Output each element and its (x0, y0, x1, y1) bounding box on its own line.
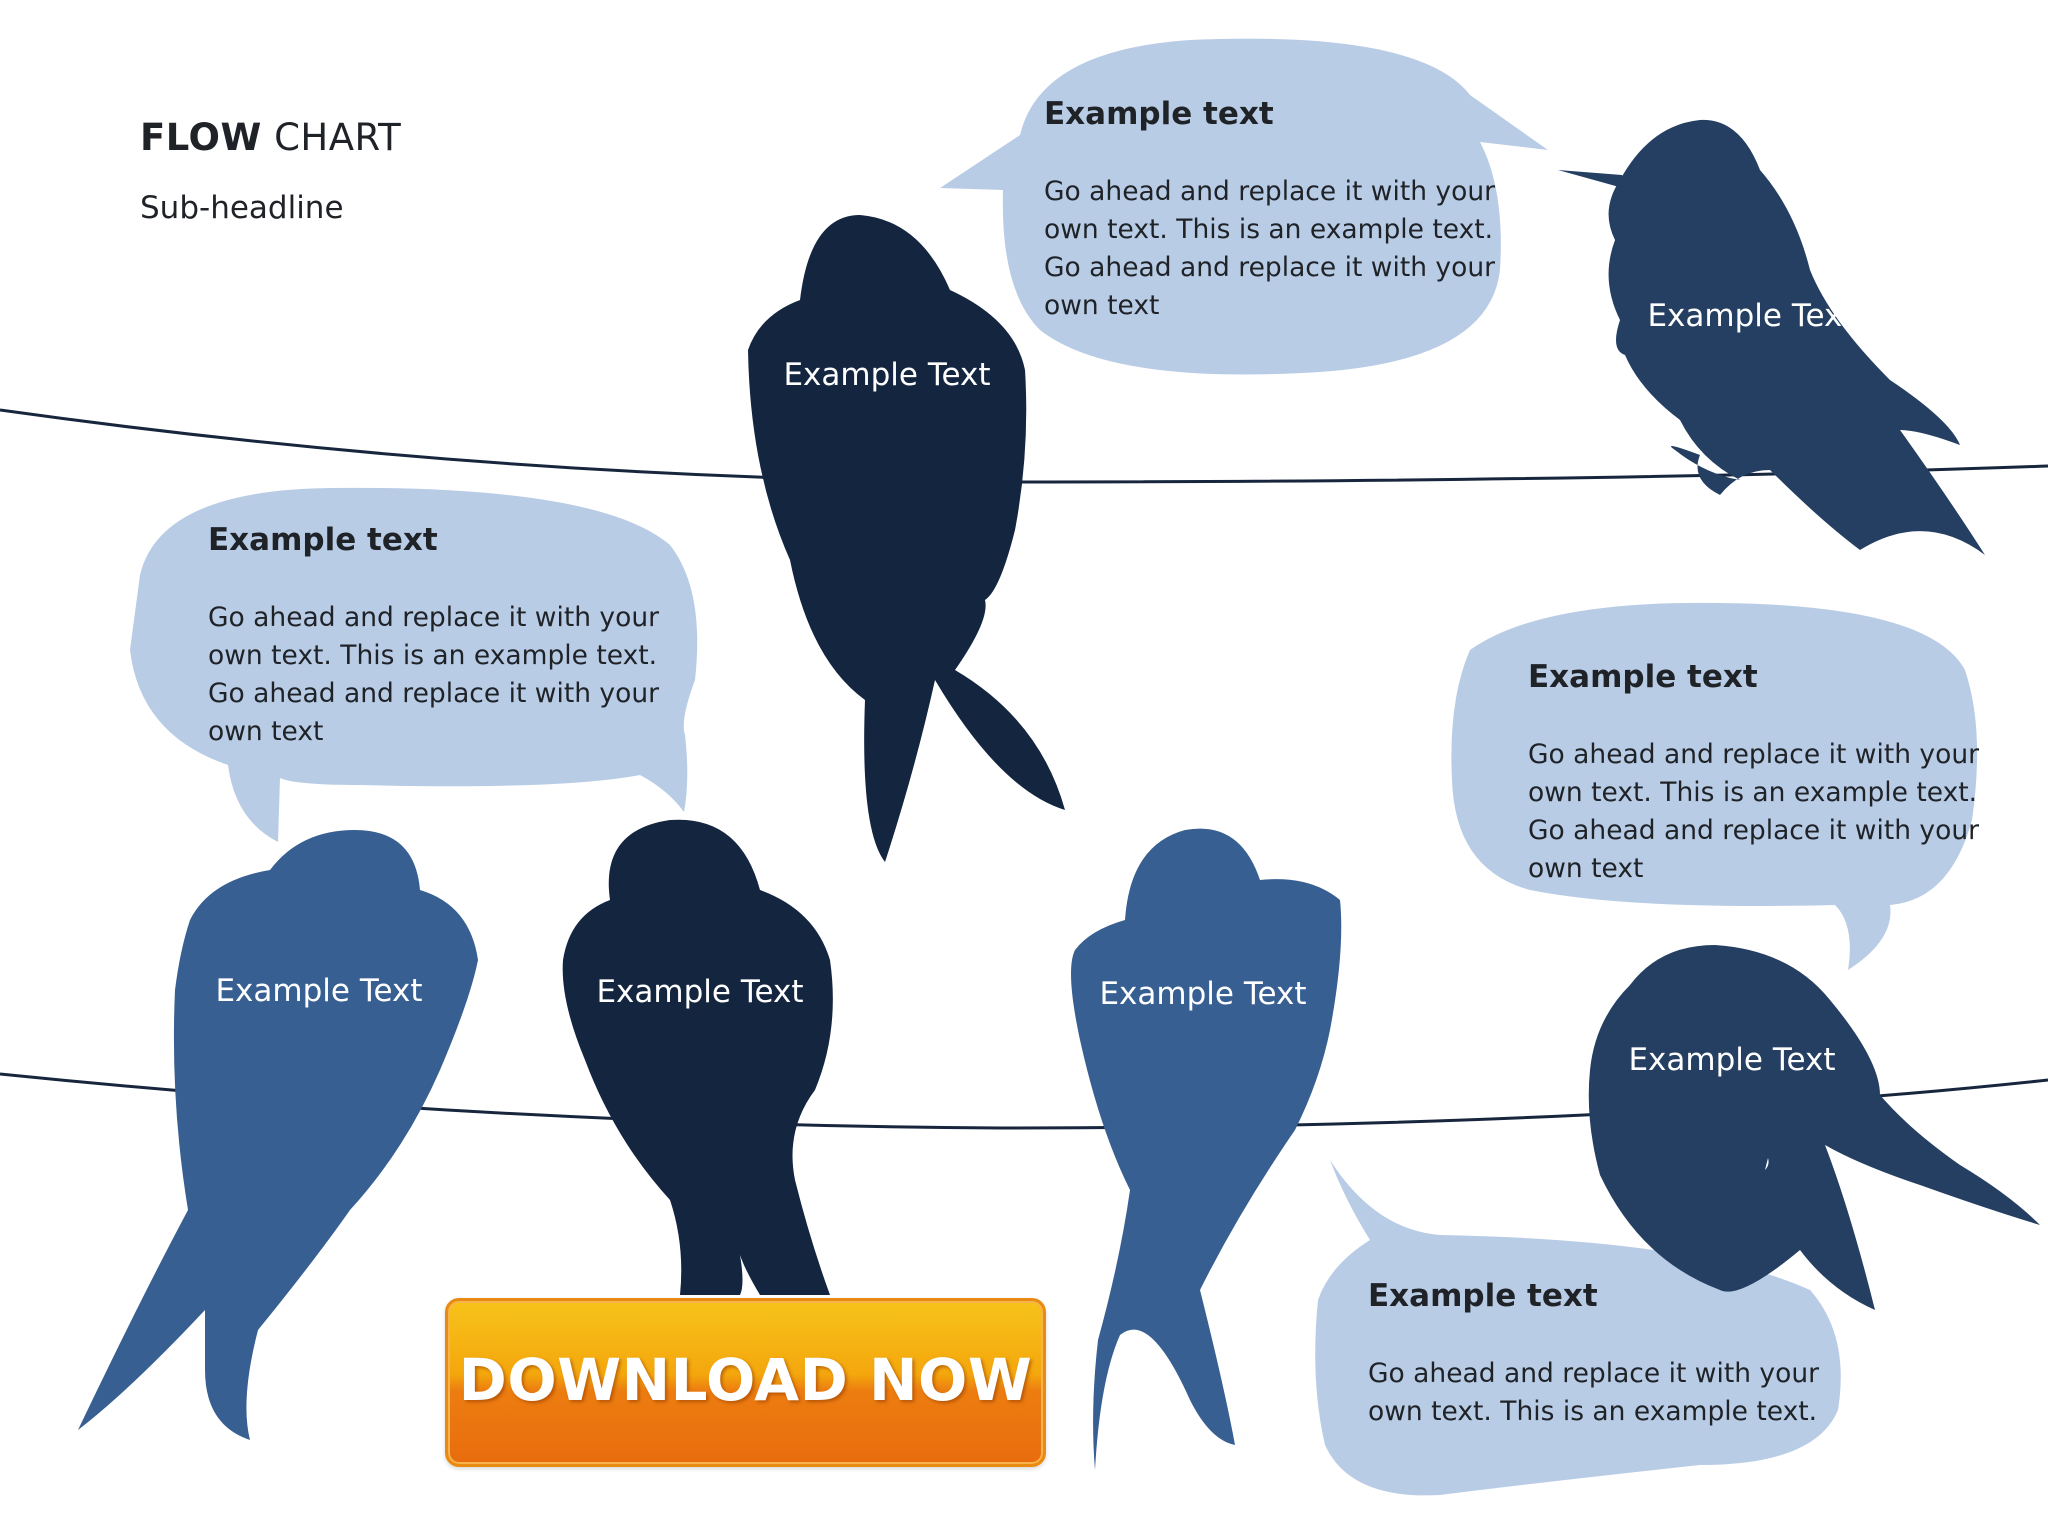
bird-label-bottom-center-left: Example Text (596, 974, 804, 1010)
bird-silhouette-bottom-center-left (563, 820, 833, 1295)
bubble-bottom-body: Go ahead and replace it with your own text. This is an example text. (1368, 1358, 1820, 1427)
bubble-top-body: Go ahead and replace it with your own text. This is an example text. Go ahead and replace it with your own text (1044, 176, 1496, 321)
bird-silhouette-center-top (748, 215, 1065, 862)
download-now-label: DOWNLOAD NOW (458, 1346, 1033, 1414)
bubble-bottom-heading: Example text (1368, 1278, 1598, 1314)
download-now-button[interactable] (445, 1298, 1046, 1467)
page-subtitle: Sub-headline (140, 190, 344, 226)
bird-label-bottom-right: Example Text (1628, 1042, 1836, 1078)
bubble-right-heading: Example text (1528, 659, 1758, 695)
bird-silhouette-bottom-left (78, 830, 478, 1440)
bird-label-top-right: Example Text (1647, 298, 1855, 334)
bird-label-bottom-left: Example Text (215, 973, 423, 1009)
bird-label-bottom-center: Example Text (1099, 976, 1307, 1012)
bird-label-center-top: Example Text (783, 357, 991, 393)
bubble-left-heading: Example text (208, 522, 438, 558)
bubble-left-body: Go ahead and replace it with your own text. This is an example text. Go ahead and replace it with your own text (208, 602, 660, 747)
page-title: FLOW CHART (140, 116, 402, 159)
bubble-right-body: Go ahead and replace it with your own text. This is an example text. Go ahead and replace it with your own text (1528, 739, 1980, 884)
bubble-top-heading: Example text (1044, 96, 1274, 132)
bird-silhouette-bottom-center (1071, 829, 1341, 1470)
